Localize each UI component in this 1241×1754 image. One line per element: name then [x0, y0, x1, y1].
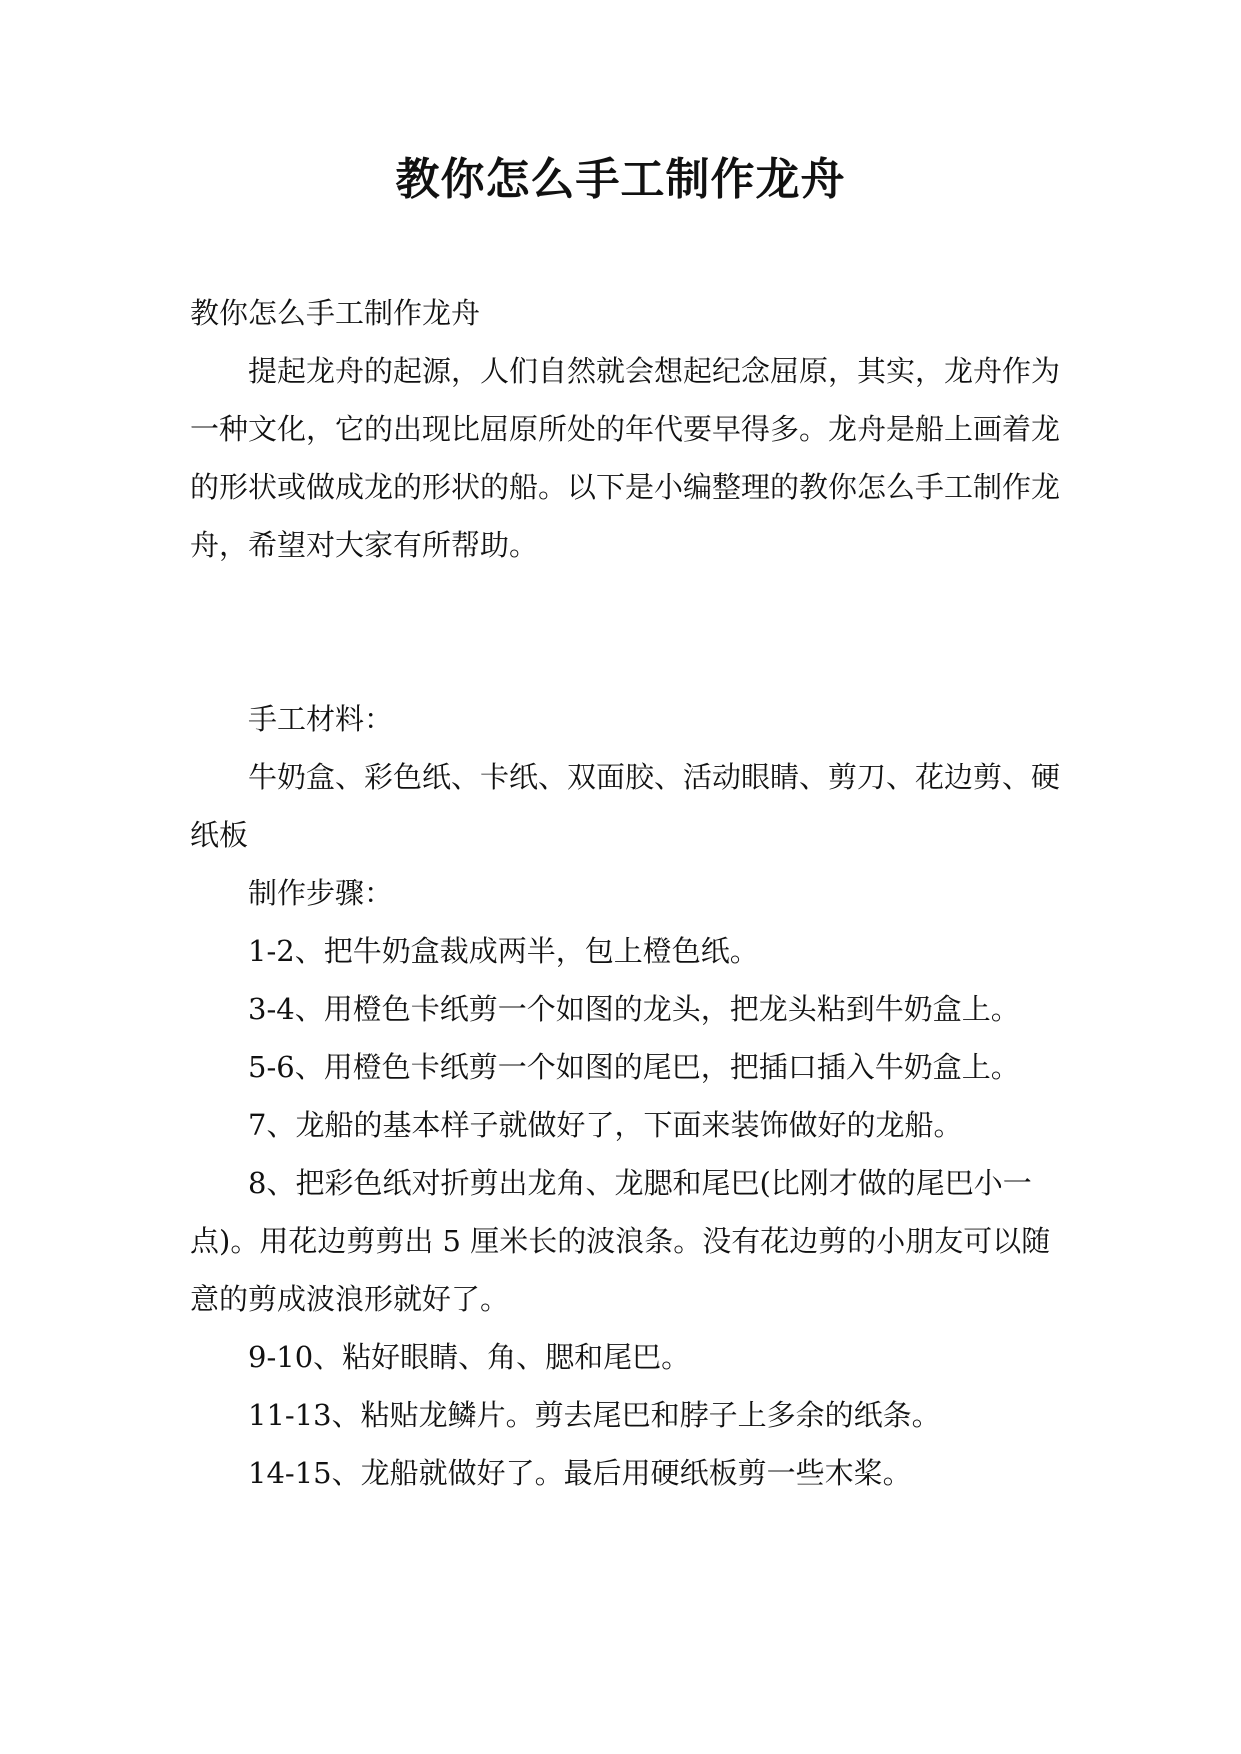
document-title: 教你怎么手工制作龙舟 — [395, 154, 846, 205]
materials-heading: 手工材料： — [248, 702, 394, 736]
steps-heading: 制作步骤： — [248, 876, 394, 910]
step-item: 14-15、龙船就做好了。最后用硬纸板剪一些木桨。 — [248, 1456, 912, 1490]
step-item: 9-10、粘好眼睛、角、腮和尾巴。 — [248, 1340, 691, 1374]
document-subtitle: 教你怎么手工制作龙舟 — [190, 296, 481, 330]
document-body — [190, 284, 1060, 1502]
step-item: 3-4、用橙色卡纸剪一个如图的龙头，把龙头粘到牛奶盒上。 — [248, 992, 1020, 1026]
intro-paragraph: 提起龙舟的起源，人们自然就会想起纪念屈原，其实，龙舟作为一种文化，它的出现比屈原所处的年代要早得多。龙舟是船上画着龙的形状或做成龙的形状的船。以下是小编整理的教你怎么手工制作龙舟，希望对大家有所帮助。 — [190, 354, 1061, 562]
step-item: 5-6、用橙色卡纸剪一个如图的尾巴，把插口插入牛奶盒上。 — [248, 1050, 1020, 1084]
materials-list: 牛奶盒、彩色纸、卡纸、双面胶、活动眼睛、剪刀、花边剪、硬纸板 — [190, 760, 1061, 852]
step-item: 8、把彩色纸对折剪出龙角、龙腮和尾巴(比刚才做的尾巴小一点)。用花边剪剪出 5 厘米长的波浪条。没有花边剪的小朋友可以随意的剪成波浪形就好了。 — [190, 1166, 1051, 1316]
step-item: 11-13、粘贴龙鳞片。剪去尾巴和脖子上多余的纸条。 — [248, 1398, 941, 1432]
step-item: 1-2、把牛奶盒裁成两半，包上橙色纸。 — [248, 934, 759, 968]
paragraph-spacer — [190, 574, 1060, 690]
step-item: 7、龙船的基本样子就做好了，下面来装饰做好的龙船。 — [248, 1108, 963, 1142]
